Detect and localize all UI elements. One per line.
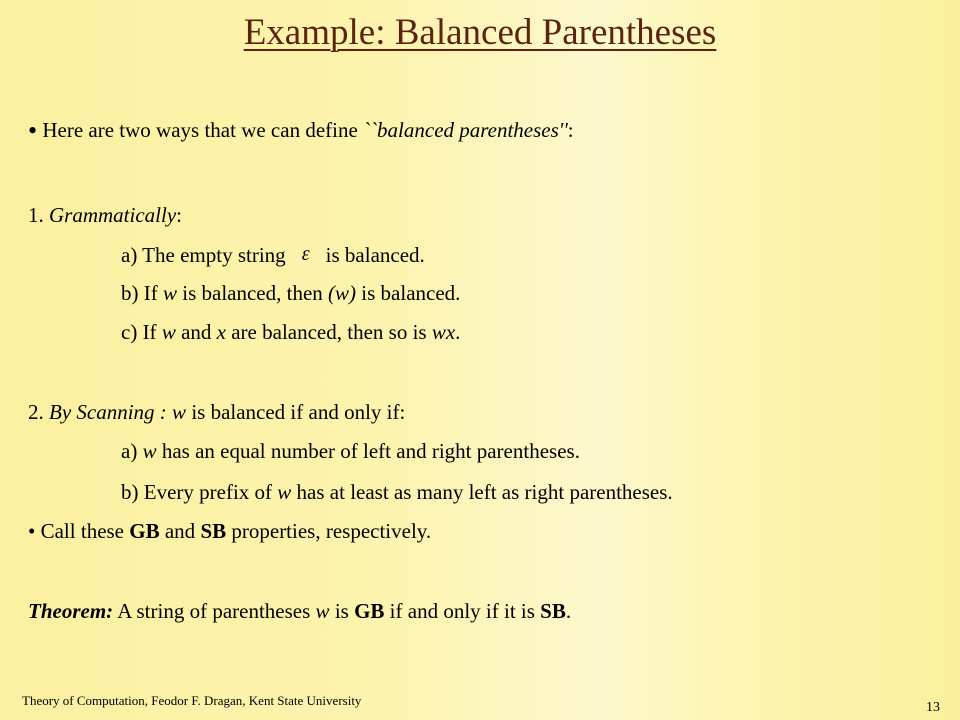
intro-colon: : — [567, 118, 574, 142]
sb-label: SB — [200, 519, 227, 543]
rule-c — [121, 318, 460, 346]
rule-c-text: . — [455, 320, 461, 344]
slide-title — [0, 8, 960, 58]
heading-colon: : — [176, 203, 182, 227]
gb-label: GB — [129, 519, 160, 543]
call-text: properties, respectively. — [226, 519, 432, 543]
theorem-text: if and only if it is — [384, 599, 541, 623]
intro-italic: ``balanced parentheses'' — [363, 118, 568, 142]
heading-number: 2. — [28, 400, 49, 424]
theorem-line — [28, 597, 571, 625]
scan-rule-b-text: has at least as many left as right parentheses. — [291, 480, 673, 504]
call-line — [28, 517, 431, 545]
intro-line — [28, 116, 574, 145]
heading-label: By Scanning : — [49, 400, 167, 424]
var-wx: wx — [431, 320, 456, 344]
var-w: w — [162, 281, 177, 305]
call-text: Call these — [35, 519, 130, 543]
heading-text: is balanced if and only if: — [186, 400, 406, 424]
sb-label: SB — [540, 599, 566, 623]
bullet: • — [28, 519, 36, 543]
bullet: • — [28, 116, 38, 145]
theorem-text: A string of parentheses — [113, 599, 316, 623]
var-x: x — [216, 320, 226, 344]
var-paren-w: (w) — [328, 281, 357, 305]
scan-rule-a — [121, 437, 580, 465]
var-w: w — [166, 400, 187, 424]
rule-a — [121, 240, 425, 269]
rule-c-text: c) If — [121, 320, 162, 344]
heading-number: 1. — [28, 203, 49, 227]
intro-text: Here are two ways that we can define — [42, 118, 364, 142]
gb-label: GB — [354, 599, 385, 623]
scanning-heading — [28, 398, 405, 426]
heading-label: Grammatically — [49, 203, 177, 227]
var-w: w — [161, 320, 176, 344]
rule-b-text: is balanced. — [356, 281, 461, 305]
rule-c-text: are balanced, then so is — [225, 320, 432, 344]
epsilon-symbol: ε — [301, 243, 310, 265]
scan-rule-a-text: a) — [121, 439, 143, 463]
rule-c-text: and — [175, 320, 217, 344]
rule-b-text: is balanced, then — [177, 281, 329, 305]
rule-b — [121, 279, 460, 307]
footer-course: Theory of Computation, Feodor F. Dragan, Kent State University — [22, 693, 362, 708]
rule-a-suffix: is balanced. — [325, 243, 425, 267]
var-w: w — [142, 439, 157, 463]
scan-rule-a-text: has an equal number of left and right parentheses. — [156, 439, 580, 463]
rule-a-prefix: a) The empty string — [121, 243, 286, 267]
slide-title-text: Example: Balanced Parentheses — [243, 12, 717, 53]
call-text: and — [159, 519, 201, 543]
scan-rule-b-text: b) Every prefix of — [121, 480, 278, 504]
rule-b-text: b) If — [121, 281, 163, 305]
theorem-text: is — [329, 599, 355, 623]
page-number: 13 — [926, 700, 940, 715]
grammatical-heading — [28, 201, 182, 229]
scan-rule-b — [121, 478, 673, 506]
theorem-text: . — [565, 599, 572, 623]
theorem-label: Theorem: — [28, 599, 114, 623]
var-w: w — [315, 599, 330, 623]
var-w: w — [277, 480, 292, 504]
